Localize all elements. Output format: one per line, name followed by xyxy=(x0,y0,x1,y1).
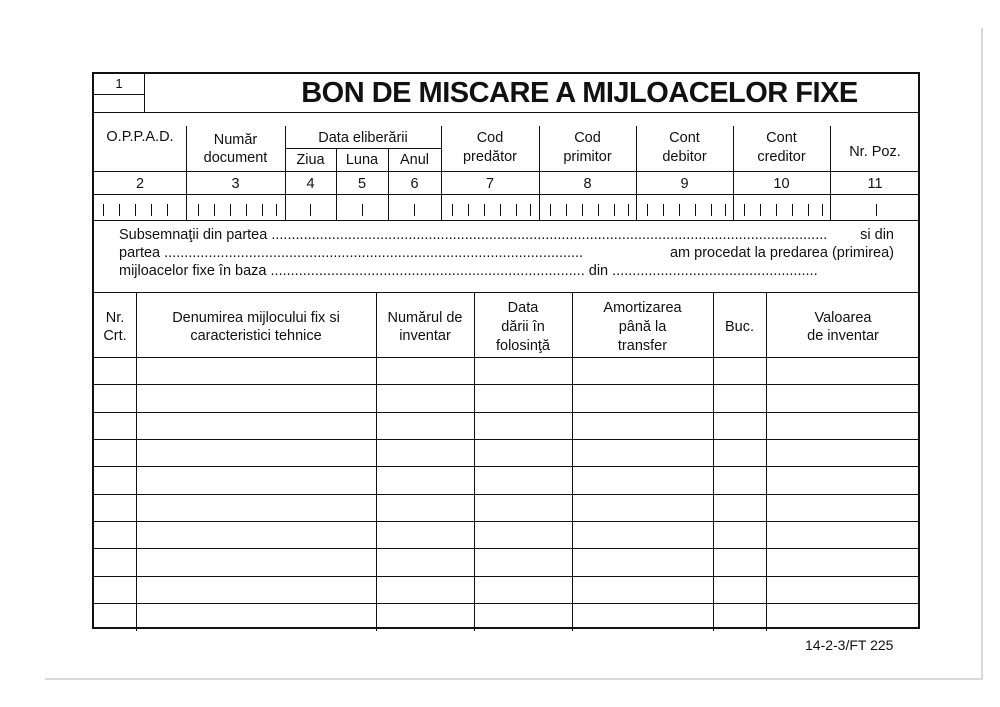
col-denumire-1: Denumirea mijlocului fix si xyxy=(172,310,340,326)
table-row[interactable] xyxy=(94,385,920,412)
col-nr-crt-1: Nr. xyxy=(105,310,125,326)
form-title: BON DE MISCARE A MIJLOACELOR FIXE xyxy=(301,76,858,109)
col-number-6: 6 xyxy=(410,176,419,192)
col-data-2: dării în xyxy=(501,319,545,335)
header-cod-predator-1: Cod xyxy=(476,130,504,146)
header-data-eliberarii: Data eliberării xyxy=(318,130,408,146)
page-edge-bottom xyxy=(45,678,983,680)
header-cod-primitor-2: primitor xyxy=(563,149,612,165)
fixed-assets-transfer-form xyxy=(92,72,920,629)
col-amortizare-1: Amortizarea xyxy=(603,300,682,316)
statement-line-3: mijloacelor fixe în baza .............................................................................. din ................................................... xyxy=(119,263,818,279)
col-number-5: 5 xyxy=(357,176,367,192)
table-row[interactable] xyxy=(94,577,920,604)
col-data-1: Data xyxy=(507,300,539,316)
col-nr-crt-2: Crt. xyxy=(103,328,127,344)
col-number-3: 3 xyxy=(231,176,240,192)
col-number-11: 11 xyxy=(867,176,883,192)
table-row[interactable] xyxy=(94,440,920,467)
col-number-10: 10 xyxy=(773,176,790,192)
col-buc: Buc. xyxy=(724,319,754,335)
form-code: 14-2-3/FT 225 xyxy=(805,637,894,653)
col-number-8: 8 xyxy=(583,176,592,192)
header-cod-predator-2: predător xyxy=(462,149,517,165)
header-cont-creditor-1: Cont xyxy=(766,130,797,146)
statement-line-1: Subsemnaţii din partea .......................................................................................................................................... si din xyxy=(119,227,894,243)
col-inventar-1: Numărul de xyxy=(387,310,463,326)
col-denumire-2: caracteristici tehnice xyxy=(190,328,322,344)
col-number-7: 7 xyxy=(485,176,495,192)
header-numar-document-2: document xyxy=(203,150,268,166)
statement-line-2: partea ........................................................................................................ am procedat la predarea (primirea) xyxy=(119,245,894,261)
header-luna: Luna xyxy=(345,152,379,168)
copy-number: 1 xyxy=(115,76,123,91)
header-cont-debitor-2: debitor xyxy=(662,149,707,165)
table-row[interactable] xyxy=(94,358,920,385)
col-amortizare-3: transfer xyxy=(617,338,668,354)
header-numar-document-1: Număr xyxy=(213,132,258,148)
col-number-9: 9 xyxy=(680,176,689,192)
table-row[interactable] xyxy=(94,549,920,576)
page-edge-right xyxy=(981,28,983,678)
col-valoare-2: de inventar xyxy=(807,328,879,344)
col-valoare-1: Valoarea xyxy=(814,310,872,326)
header-anul: Anul xyxy=(399,152,430,168)
col-number-4: 4 xyxy=(306,176,315,192)
header-cod-primitor-1: Cod xyxy=(574,130,601,146)
table-row[interactable] xyxy=(94,604,920,629)
col-amortizare-2: până la xyxy=(618,319,667,335)
col-data-3: folosinţă xyxy=(495,338,550,354)
header-opad: O.P.P.A.D. xyxy=(106,129,174,145)
header-cont-debitor-1: Cont xyxy=(669,130,700,146)
table-row[interactable] xyxy=(94,495,920,522)
col-inventar-2: inventar xyxy=(399,328,451,344)
table-row[interactable] xyxy=(94,467,920,494)
table-row[interactable] xyxy=(94,413,920,440)
table-row[interactable] xyxy=(94,522,920,549)
header-nr-poz: Nr. Poz. xyxy=(849,144,901,160)
header-cont-creditor-2: creditor xyxy=(757,149,806,165)
col-number-2: 2 xyxy=(135,176,145,192)
header-ziua: Ziua xyxy=(296,152,325,168)
